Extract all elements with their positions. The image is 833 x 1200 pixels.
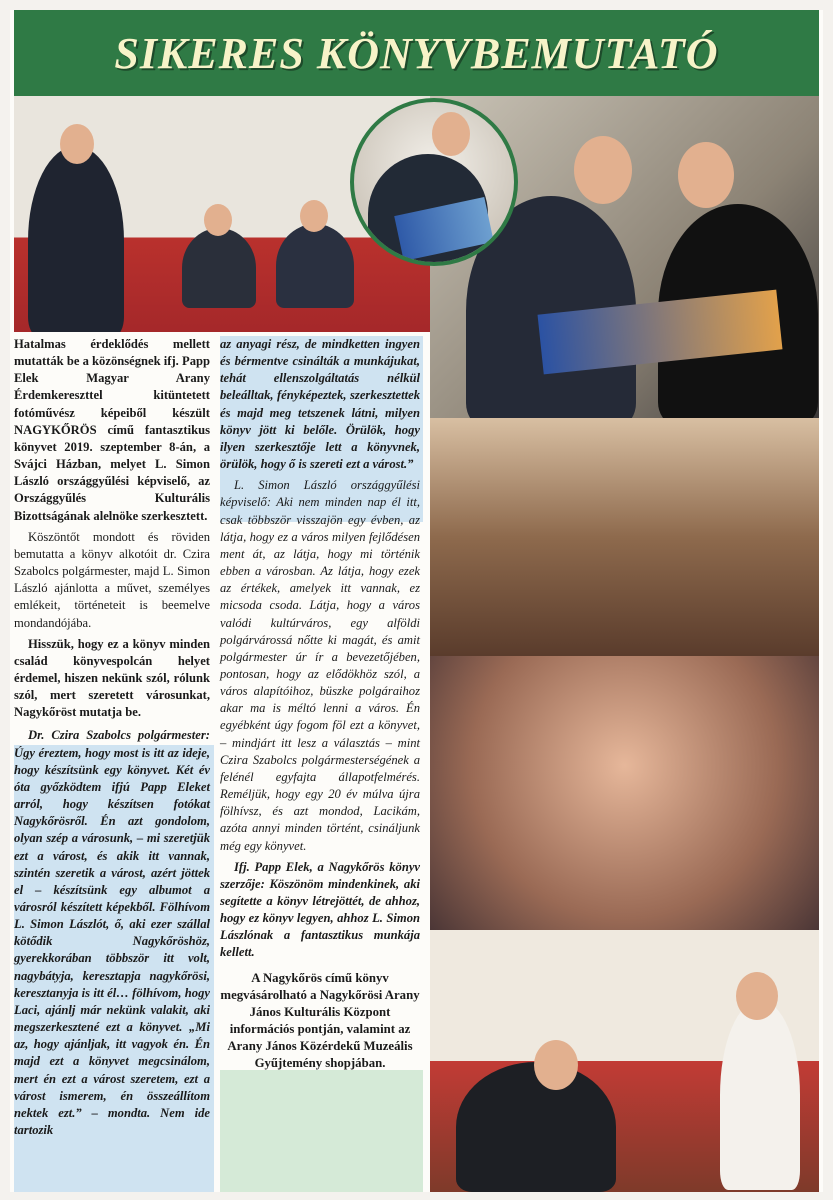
info-box-green (220, 1070, 423, 1192)
paragraph: Hisszük, hogy ez a könyv minden család könyvespolcán helyet érdemel, hiszen nekünk szól, rólunk szól, mert szeretett városunkat, Nagykőröst mutatja be. (14, 636, 210, 720)
audience-closeup-photo (430, 656, 819, 930)
woman-head (736, 972, 778, 1020)
man-head (432, 112, 470, 156)
man-head (678, 142, 734, 208)
man-head (574, 136, 632, 204)
seated-head (204, 204, 232, 236)
quote-paragraph: az anyagi rész, de mindketten ingyen és bérmentve csinálták a munkájukat, tehát ellenszolgáltatás nélkül beleálltak, fényképeztek, szerkesztettek és majd meg tetszenek látni, milyen könyv jött ki belőle. Örülök, hogy ilyen szerkesztője lett a könyvnek, örülök, hogy ő is szereti ezt a várost.” (220, 337, 420, 472)
woman-figure (720, 1000, 800, 1190)
paragraph: Köszöntőt mondott és röviden bemutatta a könyv alkotóit dr. Czira Szabolcs polgármester, majd L. Simon László ajánlotta a művet, személyes emlékeit, történeteit is beemelve mondandójába. (14, 529, 210, 630)
book-signing-photo (430, 930, 819, 1192)
author-head (534, 1040, 578, 1090)
seated-figure (276, 224, 354, 308)
headline: SIKERES KÖNYVBEMUTATÓ (114, 28, 719, 78)
quote-paragraph: L. Simon László országgyűlési képviselő: Aki nem minden nap él itt, csak többször visszajön egy évben, az látja, hogy ez a város milyen fejlődésen ment át, az látja, hogy mi történik ebben a városban. Az látja, hogy ezek az értékek, amelyek itt vannak, ez micsoda csoda. Látja, hogy a város valódi kultúrváros, egy alföldi polgárvárossá nőtte ki magát, és amit polgármester úr ír a bevezetőjében, pontosan, hogy az elődökhöz szól, a város alapítóihoz, büszke polgáraihoz akar ma is méltó lenni a város. Én egyébként úgy fogom föl ezt a könyvet, – mindjárt itt lesz a választás – mint Czira Szabolcs polgármesterségének a felénél egyfajta állapotfelmérés. Reméljük, hogy egy 20 év múlva újra fölhívsz, és azt mondod, Lacikám, azóta annyi minden történt, csináljunk még egy könyvet. (220, 478, 420, 853)
text-column-2 (220, 336, 420, 1072)
lead-paragraph: Hatalmas érdeklődés mellett mutatták be a közönségnek ifj. Papp Elek Magyar Arany Érdemkereszttel kitüntetett fotóművész képeiből készült NAGYKŐRÖS című fantasztikus könyvet 2019. szeptember 8-án, a Svájci Házban, melyet L. Simon László országgyűlési képviselő, az Országgyűlés Kulturális Bizottságának alelnöke szerkesztett. (14, 337, 210, 523)
inset-photo (350, 98, 518, 266)
seated-figure (182, 228, 256, 308)
quote-paragraph: Dr. Czira Szabolcs polgármester: Úgy éreztem, hogy most is itt az ideje, hogy készítsünk egy könyvet. Két év óta győzködtem ifjú Papp Eleket arról, hogy készítsen fotókat Nagykőrösről. Én azt gondolom, olyan szép a városunk, – mi szeretjük ezt a várost, és akik itt vannak, szintén szeretik a várost, azért jöttek el – készítsünk egy albumot a városról készített képekből. Fölhívom L. Simon Lászlót, ő, aki ezer szállal kötődik Nagykőröshöz, gyerekkorában többször itt volt, nagybátyja, keresztapja nagykőrösi, keresztanyja is itt él… fölhívom, hogy Laci, ajánlj már nekünk valakit, aki megszerkesztené ezt a könyvet. „Mi az, hogy ajánljak, itt vagyok én. Én majd ezt a könyvet megcsinálom, mert én ezt a várost szeretem, ezt a várost ismerem, én összeállítom nektek ezt.” – mondta. Nem ide tartozik (14, 728, 210, 1138)
headline-banner (14, 10, 819, 96)
audience-photo (430, 418, 819, 656)
quote-paragraph: Ifj. Papp Elek, a Nagykőrös könyv szerzője: Köszönöm mindenkinek, aki segítette a könyv létrejöttét, de ahhoz, hogy ez könyv legyen, ahhoz L. Simon Lászlónak a fantasztikus munkája kellett. (220, 859, 420, 960)
author-figure (456, 1062, 616, 1192)
speaker-figure (28, 146, 124, 332)
seated-head (300, 200, 328, 232)
purchase-info: A Nagykőrös című könyv megvásárolható a Nagykőrösi Arany János Kulturális Központ információs pontján, valamint az Arany János Közérdekű Muzeális Gyűjtemény shopjában. (220, 970, 420, 1070)
speaker-head (60, 124, 94, 164)
newspaper-page (10, 10, 823, 1192)
text-column-1 (14, 336, 210, 1143)
